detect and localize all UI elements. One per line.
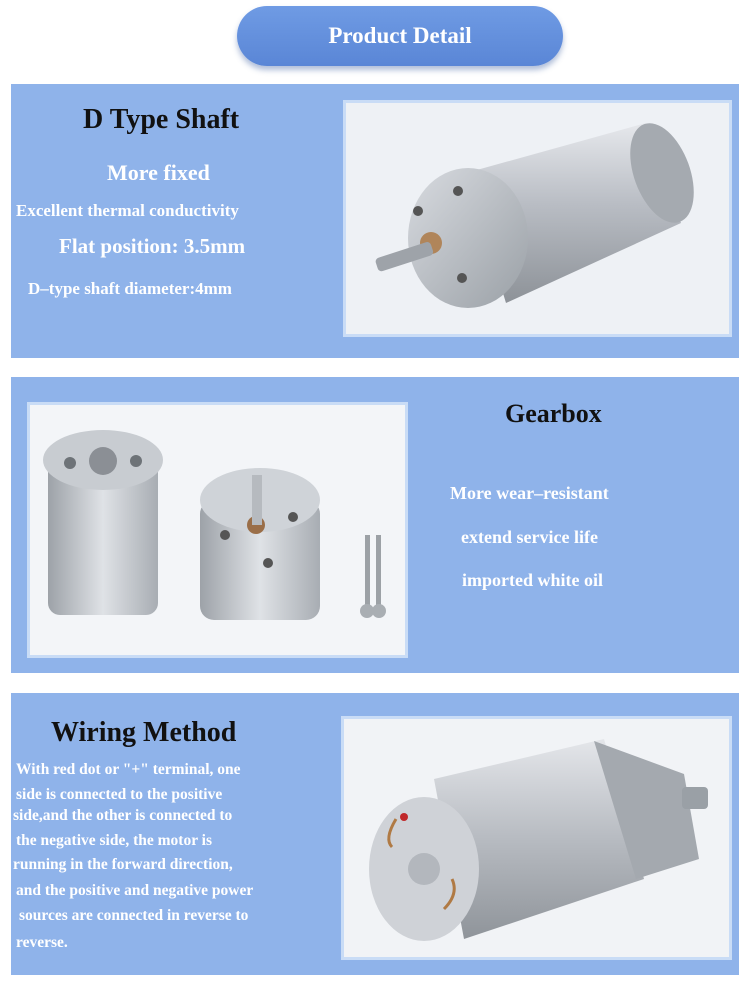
motor-terminal-image (344, 719, 729, 957)
wiring-title: Wiring Method (51, 717, 237, 748)
wiring-line-8: reverse. (16, 934, 68, 951)
wiring-line-5: running in the forward direction, (13, 856, 233, 873)
shaft-line-2: Excellent thermal conductivity (16, 201, 239, 220)
wiring-line-3: side,and the other is connected to (13, 807, 233, 824)
gear-motor-image (346, 103, 729, 334)
wiring-line-1: With red dot or "+" terminal, one (16, 761, 241, 778)
wiring-line-7: sources are connected in reverse to (19, 907, 249, 924)
gearbox-line-1: More wear–resistant (450, 483, 609, 503)
gearbox-line-2: extend service life (461, 527, 598, 547)
shaft-line-4: D–type shaft diameter:4mm (28, 279, 232, 298)
gearbox-parts-image (30, 405, 405, 655)
banner-title: Product Detail (328, 23, 472, 48)
gearbox-section (11, 377, 739, 673)
shaft-section (11, 84, 739, 358)
wiring-line-6: and the positive and negative power (16, 882, 254, 899)
product-detail-banner (237, 6, 563, 66)
gearbox-title: Gearbox (505, 399, 602, 428)
shaft-title: D Type Shaft (83, 104, 240, 135)
shaft-line-3: Flat position: 3.5mm (59, 234, 246, 258)
wiring-section (11, 693, 739, 975)
gearbox-photo (27, 402, 408, 658)
shaft-line-1: More fixed (107, 160, 210, 185)
wiring-line-2: side is connected to the positive (16, 786, 223, 803)
wiring-line-4: the negative side, the motor is (16, 832, 213, 849)
gearbox-line-3: imported white oil (462, 570, 603, 590)
shaft-motor-photo (343, 100, 732, 337)
wiring-motor-photo (341, 716, 732, 960)
